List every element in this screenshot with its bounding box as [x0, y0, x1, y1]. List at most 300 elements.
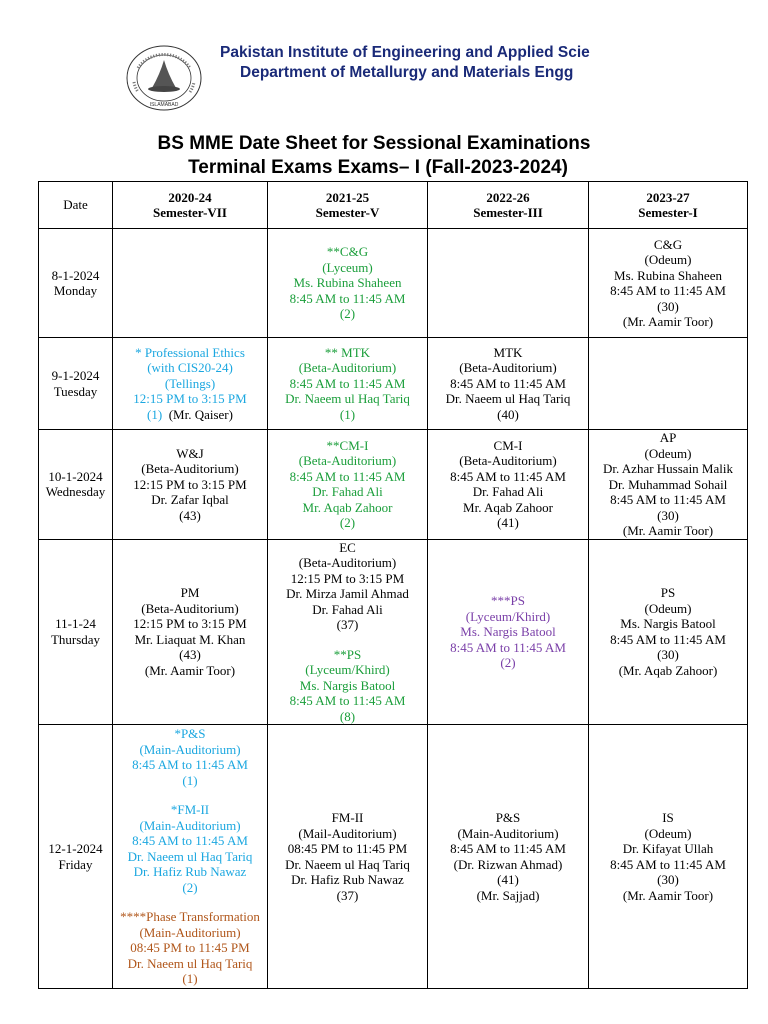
exam-line-text: **C&G — [326, 244, 369, 260]
exam-day: Friday — [58, 856, 93, 872]
exam-line — [268, 678, 427, 694]
exam-line-text: (Beta-Auditorium) — [298, 360, 397, 376]
exam-line — [268, 888, 427, 904]
exam-line-text: 12:15 PM to 3:15 PM — [133, 616, 247, 632]
exam-cell — [113, 229, 268, 338]
exam-line-text: EC — [339, 539, 356, 555]
invigilator-note: (Mr. Qaiser) — [168, 406, 233, 422]
exam-cell — [428, 430, 589, 540]
exam-line — [113, 601, 267, 617]
exam-line-text: (Lyceum) — [322, 259, 373, 275]
exam-line-text: Dr. Fahad Ali — [312, 484, 383, 500]
exam-entry — [428, 593, 588, 671]
semester-label: Semester-V — [315, 205, 380, 220]
entry-spacer — [113, 895, 267, 909]
exam-line — [589, 601, 747, 617]
exam-line-text: (Mr. Aamir Toor) — [622, 523, 714, 538]
exam-line — [589, 810, 747, 826]
exam-line-text: PS — [660, 585, 676, 601]
exam-line — [589, 299, 747, 315]
exam-line — [268, 376, 427, 392]
date-cell — [39, 229, 113, 338]
exam-line-text: 08:45 PM to 11:45 PM — [287, 841, 408, 856]
exam-line — [268, 709, 427, 725]
exam-line-text: (1) — [182, 772, 198, 788]
exam-line — [589, 492, 747, 508]
exam-line — [113, 726, 267, 742]
exam-line — [589, 268, 747, 284]
exam-line-text: (41) — [497, 515, 519, 531]
exam-line — [428, 655, 588, 671]
institute-names — [205, 43, 765, 83]
exam-line — [268, 571, 427, 587]
exam-line-text: (40) — [497, 406, 519, 422]
exam-line — [589, 826, 747, 842]
exam-line-text: 8:45 AM to 11:45 AM — [450, 468, 566, 484]
exam-line-text: (Mr. Aamir Toor) — [622, 887, 714, 903]
exam-line — [589, 252, 747, 268]
exam-cell — [268, 725, 428, 989]
exam-entry — [268, 244, 427, 322]
exam-line — [589, 461, 747, 477]
exam-line — [268, 857, 427, 873]
exam-cell — [268, 229, 428, 338]
exam-entry — [113, 802, 267, 895]
column-header — [589, 182, 748, 229]
exam-line-text: (with CIS20-24) — [147, 360, 233, 376]
exam-cell — [589, 539, 748, 725]
exam-line — [428, 593, 588, 609]
title-line-2: Terminal Exams Exams– I (Fall-2023-2024) — [188, 157, 568, 178]
exam-line — [589, 888, 747, 904]
exam-line — [589, 430, 747, 446]
exam-line-text: Dr. Kifayat Ullah — [622, 841, 714, 856]
exam-line — [113, 864, 267, 880]
exam-line — [268, 438, 427, 454]
exam-line-text: (Mr. Aamir Toor) — [144, 662, 236, 678]
exam-line-text: 12:15 PM to 3:15 PM — [133, 476, 247, 492]
exam-line-text: (Lyceum/Khird) — [465, 608, 551, 624]
exam-line — [589, 632, 747, 648]
exam-line — [113, 508, 267, 524]
exam-line — [268, 540, 427, 556]
exam-entry — [589, 585, 747, 678]
exam-line — [268, 260, 427, 276]
exam-line-text: * Professional Ethics — [135, 344, 245, 360]
exam-line-text: (Mr. Sajjad) — [476, 887, 540, 903]
exam-line — [113, 742, 267, 758]
table-header-row — [39, 182, 748, 229]
exam-entry — [113, 909, 267, 987]
exam-cell — [268, 338, 428, 430]
exam-line-text: (Main-Auditorium) — [139, 924, 241, 940]
date-column-header: Date — [39, 182, 113, 229]
exam-line-text: 8:45 AM to 11:45 AM — [610, 283, 726, 298]
exam-line — [113, 802, 267, 818]
exam-date: 9-1-2024 — [51, 368, 100, 383]
exam-line-text: (Odeum) — [644, 252, 692, 267]
exam-entry — [268, 345, 427, 423]
exam-line-text: (Main-Auditorium) — [457, 825, 559, 841]
exam-line-text: (2) — [339, 515, 356, 531]
exam-entry — [589, 237, 747, 330]
entry-spacer — [113, 788, 267, 802]
exam-entry — [589, 810, 747, 903]
exam-line-text: IS — [662, 810, 674, 825]
exam-line — [113, 407, 267, 423]
exam-line-text: Dr. Hafiz Rub Nawaz — [291, 872, 404, 887]
exam-cell — [268, 539, 428, 725]
batch-label: 2023-27 — [646, 189, 690, 205]
exam-line-text: 8:45 AM to 11:45 AM — [610, 631, 726, 647]
title-line-1: BS MME Date Sheet for Sessional Examinations — [157, 133, 591, 154]
exam-line-text: **CM-I — [326, 437, 369, 453]
date-cell — [39, 539, 113, 725]
exam-line-text: CM-I — [493, 437, 523, 453]
exam-line-text: ** MTK — [324, 344, 371, 360]
column-header — [268, 182, 428, 229]
exam-line-text: (Mr. Aamir Toor) — [622, 314, 714, 329]
exam-line — [268, 602, 427, 618]
exam-line — [113, 849, 267, 865]
semester-label: Semester-I — [638, 205, 698, 220]
exam-line — [113, 492, 267, 508]
exam-line — [268, 345, 427, 361]
exam-line-text: (Beta-Auditorium) — [459, 360, 557, 376]
exam-line-text: (Lyceum/Khird) — [305, 662, 390, 677]
exam-line — [113, 647, 267, 663]
exam-line-text: Dr. Fahad Ali — [472, 484, 544, 500]
exam-line — [428, 826, 588, 842]
exam-line — [589, 523, 747, 539]
exam-line — [428, 888, 588, 904]
exam-line — [113, 345, 267, 361]
exam-line — [268, 484, 427, 500]
exam-line-text: 8:45 AM to 11:45 AM — [610, 856, 726, 872]
exam-line-text: (2) — [182, 879, 198, 895]
exam-entry — [113, 585, 267, 678]
exam-line-text: (Main-Auditorium) — [139, 817, 241, 833]
exam-line-text: (41) — [497, 872, 519, 887]
exam-line-text: 8:45 AM to 11:45 AM — [610, 492, 726, 507]
table-row — [39, 229, 748, 338]
exam-line-text: 12:15 PM to 3:15 PM — [133, 391, 247, 407]
exam-date: 12-1-2024 — [48, 841, 103, 856]
exam-line-text: (Beta-Auditorium) — [141, 600, 239, 616]
exam-line-text: ****Phase Transformation — [120, 909, 260, 925]
exam-line — [428, 376, 588, 392]
exam-entry — [268, 647, 427, 725]
exam-line — [428, 469, 588, 485]
exam-line — [428, 438, 588, 454]
exam-line — [589, 857, 747, 873]
exam-line — [589, 585, 747, 601]
exam-line-text: (Odeum) — [644, 445, 692, 461]
exam-line-text: Ms. Nargis Batool — [299, 677, 396, 693]
date-cell — [39, 430, 113, 540]
exam-line-text: (Odeum) — [644, 600, 692, 616]
exam-line — [268, 826, 427, 842]
exam-line-text: Dr. Muhammad Sohail — [608, 476, 728, 492]
exam-line — [113, 971, 267, 987]
exam-cell — [589, 725, 748, 989]
exam-line — [113, 818, 267, 834]
exam-cell — [113, 725, 268, 989]
exam-line — [113, 909, 267, 925]
exam-line-text: Dr. Naeem ul Haq Tariq — [285, 856, 410, 872]
exam-cell — [113, 539, 268, 725]
exam-line-text: AP — [659, 430, 677, 445]
exam-line — [268, 872, 427, 888]
exam-line-text: C&G — [653, 236, 683, 252]
svg-text:ISLAMABAD: ISLAMABAD — [149, 102, 179, 108]
exam-line — [589, 508, 747, 524]
exam-line-text: (43) — [179, 507, 201, 523]
exam-line-text: (2) — [500, 655, 516, 670]
exam-line — [428, 391, 588, 407]
exam-cell — [268, 430, 428, 540]
exam-cell — [428, 725, 589, 989]
exam-line — [113, 376, 267, 392]
exam-line — [428, 360, 588, 376]
exam-line-text: *P&S — [174, 726, 206, 742]
exam-line-text: ***PS — [491, 593, 525, 608]
exam-line-text: Dr. Fahad Ali — [312, 601, 383, 617]
exam-entry — [113, 345, 267, 423]
exam-line — [428, 810, 588, 826]
exam-line — [589, 663, 747, 679]
exam-line-text: MTK — [493, 344, 523, 360]
exam-line-text: Dr. Naeem ul Haq Tariq — [445, 391, 571, 407]
exam-line — [268, 275, 427, 291]
exam-line — [113, 391, 267, 407]
exam-line-text: Mr. Aqab Zahoor — [302, 499, 393, 515]
exam-line-text: Dr. Naeem ul Haq Tariq — [127, 848, 253, 864]
exam-line — [113, 446, 267, 462]
exam-line — [428, 624, 588, 640]
exam-line — [589, 283, 747, 299]
exam-line-text: (37) — [336, 887, 359, 903]
exam-day: Monday — [53, 283, 98, 298]
exam-line — [268, 500, 427, 516]
exam-line — [113, 461, 267, 477]
institute-name: Pakistan Institute of Engineering and Applied Scie — [220, 44, 590, 61]
exam-line-text: Ms. Rubina Shaheen — [293, 275, 402, 291]
exam-line — [268, 453, 427, 469]
exam-line — [113, 880, 267, 896]
batch-label: 2020-24 — [168, 189, 212, 205]
exam-line-text: 8:45 AM to 11:45 AM — [450, 841, 566, 856]
exam-date: 10-1-2024 — [48, 468, 103, 484]
exam-entry — [428, 345, 588, 423]
exam-line — [428, 515, 588, 531]
exam-line — [268, 244, 427, 260]
exam-line — [113, 663, 267, 679]
exam-line-text: Dr. Zafar Iqbal — [151, 492, 229, 507]
exam-line-text: Ms. Nargis Batool — [620, 616, 716, 632]
exam-line-text: *FM-II — [170, 802, 210, 818]
exam-cell — [589, 338, 748, 430]
exam-cell — [589, 229, 748, 338]
exam-line — [268, 469, 427, 485]
exam-line-text: 8:45 AM to 11:45 AM — [289, 375, 406, 391]
batch-label: 2022-26 — [486, 189, 530, 205]
exam-line — [428, 484, 588, 500]
exam-line — [428, 841, 588, 857]
date-sheet-table — [38, 181, 748, 989]
table-row — [39, 338, 748, 430]
exam-entry — [268, 810, 427, 903]
exam-line — [113, 360, 267, 376]
exam-line-text: 8:45 AM to 11:45 AM — [289, 693, 406, 708]
exam-line-text: 8:45 AM to 11:45 AM — [450, 639, 566, 655]
exam-line — [589, 841, 747, 857]
exam-line-text: Dr. Naeem ul Haq Tariq — [285, 391, 410, 407]
exam-line — [428, 345, 588, 361]
column-header — [113, 182, 268, 229]
exam-line — [268, 586, 427, 602]
semester-label: Semester-III — [473, 205, 543, 220]
exam-line — [113, 773, 267, 789]
exam-line-text: 8:45 AM to 11:45 AM — [132, 757, 248, 773]
exam-day: Thursday — [50, 631, 101, 647]
exam-line-text: (Beta-Auditorium) — [459, 453, 557, 469]
exam-line-text: (Tellings) — [164, 375, 216, 391]
exam-line-text: (30) — [657, 298, 679, 314]
exam-line-text: 8:45 AM to 11:45 AM — [450, 375, 566, 391]
exam-line-text: (2) — [339, 306, 356, 322]
document-titles — [0, 132, 768, 180]
document-header — [0, 0, 768, 125]
exam-line — [268, 407, 427, 423]
exam-entry — [428, 438, 588, 531]
exam-line — [589, 237, 747, 253]
exam-day: Tuesday — [53, 383, 98, 399]
exam-line-text: Dr. Mirza Jamil Ahmad — [286, 586, 409, 601]
exam-line-text: (37) — [336, 617, 359, 632]
exam-line — [113, 477, 267, 493]
exam-day: Wednesday — [45, 484, 106, 500]
exam-cell — [589, 430, 748, 540]
exam-line — [113, 632, 267, 648]
exam-line — [589, 314, 747, 330]
exam-line-text: (1) — [182, 971, 198, 987]
exam-entry — [268, 438, 427, 531]
batch-label: 2021-25 — [325, 189, 370, 205]
exam-line-text: FM-II — [331, 810, 364, 825]
exam-line — [113, 757, 267, 773]
exam-line-text: PM — [180, 585, 200, 601]
institute-seal-icon — [124, 44, 204, 112]
exam-line-text: 8:45 AM to 11:45 AM — [132, 833, 248, 849]
exam-line-text: Mr. Aqab Zahoor — [463, 499, 553, 515]
exam-line — [268, 841, 427, 857]
department-name: Department of Metallurgy and Materials Engg — [240, 64, 574, 81]
exam-line-text: (Mr. Aqab Zahoor) — [618, 662, 718, 678]
exam-line-text: (Beta-Auditorium) — [298, 555, 397, 570]
exam-date: 11-1-24 — [55, 616, 96, 632]
exam-cell — [428, 539, 589, 725]
exam-line — [589, 872, 747, 888]
column-header — [428, 182, 589, 229]
date-cell — [39, 338, 113, 430]
exam-line — [268, 662, 427, 678]
exam-line-text: Dr. Naeem ul Haq Tariq — [127, 955, 253, 971]
exam-cell — [428, 338, 589, 430]
exam-line-text: 8:45 AM to 11:45 AM — [289, 468, 406, 484]
exam-line-text: **PS — [333, 646, 362, 662]
exam-line-text: Mr. Liaquat M. Khan — [134, 631, 246, 647]
exam-line — [113, 585, 267, 601]
exam-entry — [589, 430, 747, 539]
exam-line-text: (30) — [657, 872, 679, 887]
exam-line-text: Ms. Nargis Batool — [460, 624, 556, 639]
exam-line — [268, 306, 427, 322]
exam-line — [268, 515, 427, 531]
table-row — [39, 539, 748, 725]
exam-line-text: Dr. Azhar Hussain Malik — [603, 461, 733, 476]
exam-line-text: (30) — [657, 507, 679, 523]
exam-line — [268, 810, 427, 826]
exam-line — [428, 872, 588, 888]
exam-cell — [428, 229, 589, 338]
exam-line-text: P&S — [495, 810, 521, 825]
exam-line — [428, 609, 588, 625]
exam-date: 8-1-2024 — [51, 267, 100, 283]
exam-line — [589, 446, 747, 462]
exam-line-text: (Beta-Auditorium) — [298, 453, 397, 469]
exam-line-text: (1) — [147, 406, 163, 422]
exam-line — [268, 693, 427, 709]
exam-line — [428, 407, 588, 423]
exam-line-text: Ms. Rubina Shaheen — [614, 267, 722, 283]
exam-line-text: (43) — [179, 647, 201, 663]
exam-line-text: (Odeum) — [644, 825, 692, 841]
exam-cell — [113, 338, 268, 430]
exam-entry — [113, 446, 267, 524]
exam-line — [268, 617, 427, 633]
exam-line — [113, 616, 267, 632]
exam-line — [589, 616, 747, 632]
date-cell — [39, 725, 113, 989]
exam-entry — [113, 726, 267, 788]
exam-line — [589, 477, 747, 493]
exam-line — [113, 956, 267, 972]
exam-line-text: 08:45 PM to 11:45 PM — [130, 940, 250, 956]
exam-line — [268, 391, 427, 407]
exam-line-text: (Main-Auditorium) — [139, 741, 241, 757]
exam-line-text: (30) — [657, 647, 679, 663]
exam-line — [113, 925, 267, 941]
exam-line — [268, 291, 427, 307]
exam-line — [428, 453, 588, 469]
exam-line-text: (1) — [339, 406, 356, 422]
exam-line-text: Dr. Hafiz Rub Nawaz — [133, 864, 247, 880]
table-row — [39, 725, 748, 989]
exam-line-text: 8:45 AM to 11:45 AM — [289, 290, 406, 306]
exam-line — [113, 833, 267, 849]
exam-cell — [113, 430, 268, 540]
exam-line-text: (Beta-Auditorium) — [141, 461, 239, 476]
exam-entry — [428, 810, 588, 903]
exam-line — [268, 555, 427, 571]
exam-line-text: W&J — [176, 445, 204, 461]
exam-line-text: 12:15 PM to 3:15 PM — [290, 570, 405, 586]
exam-line — [428, 640, 588, 656]
semester-label: Semester-VII — [153, 205, 227, 220]
entry-spacer — [268, 633, 427, 647]
exam-line — [268, 360, 427, 376]
